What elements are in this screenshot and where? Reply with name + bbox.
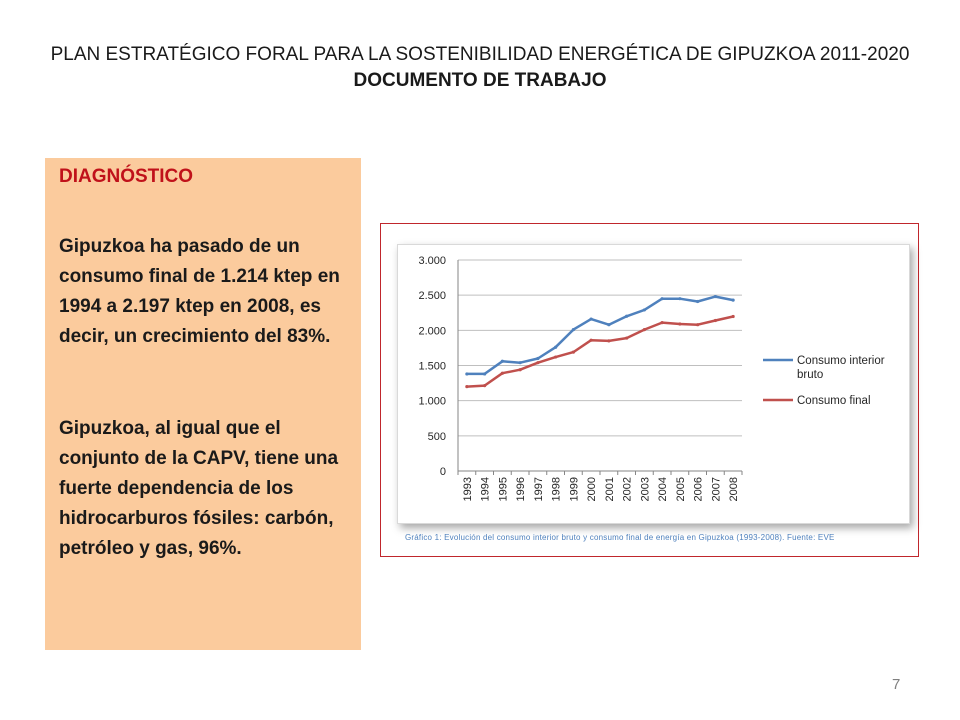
data-point — [696, 323, 699, 326]
legend-label: Consumo final — [797, 395, 871, 407]
x-tick-label: 1993 — [461, 477, 474, 502]
series-line-consumo-interior-bruto — [467, 297, 733, 374]
data-point — [643, 308, 646, 311]
x-tick-label: 2006 — [692, 477, 705, 502]
header — [0, 42, 960, 94]
data-point — [661, 297, 664, 300]
y-tick-label: 2.500 — [418, 290, 446, 303]
y-tick-label: 2.000 — [418, 325, 446, 338]
data-point — [590, 339, 593, 342]
x-tick-label: 1997 — [532, 477, 545, 502]
data-point — [501, 372, 504, 375]
document-subtitle: DOCUMENTO DE TRABAJO — [353, 70, 607, 91]
data-point — [678, 322, 681, 325]
data-point — [607, 339, 610, 342]
data-point — [661, 321, 664, 324]
x-tick-label: 1998 — [550, 477, 563, 502]
x-tick-label: 2005 — [674, 477, 687, 502]
chart-caption: Gráfico 1: Evolución del consumo interior bruto y consumo final de energía en Gipuzkoa (1993-2008). Fuente: EVE — [405, 533, 835, 542]
data-point — [465, 372, 468, 375]
x-tick-label: 1994 — [479, 477, 492, 502]
data-point — [625, 315, 628, 318]
page-number: 7 — [892, 676, 901, 693]
data-point — [501, 360, 504, 363]
data-point — [536, 357, 539, 360]
document-title: PLAN ESTRATÉGICO FORAL PARA LA SOSTENIBILIDAD ENERGÉTICA DE GIPUZKOA 2011-2020 — [50, 44, 910, 65]
x-tick-label: 2002 — [621, 477, 634, 502]
data-point — [483, 384, 486, 387]
data-point — [554, 346, 557, 349]
panel-paragraph-consumption: Gipuzkoa ha pasado de un consumo final de 1.214 ktep en 1994 a 2.197 ktep en 2008, es decir, un crecimiento del 83%. — [59, 236, 340, 347]
x-tick-label: 2001 — [603, 477, 616, 502]
legend-label: bruto — [797, 369, 824, 381]
chart-container — [397, 244, 910, 524]
energy-consumption-line-chart — [398, 245, 909, 523]
data-point — [607, 323, 610, 326]
data-point — [483, 372, 486, 375]
data-point — [572, 328, 575, 331]
y-tick-label: 3.000 — [418, 255, 446, 267]
series-line-consumo-final — [467, 317, 733, 387]
data-point — [643, 328, 646, 331]
data-point — [590, 317, 593, 320]
diagnosis-panel — [45, 158, 361, 650]
panel-paragraph-dependency: Gipuzkoa, al igual que el conjunto de la CAPV, tiene una fuerte dependencia de los hidrocarburos fósiles: carbón, petróleo y gas, 96%. — [59, 418, 339, 559]
data-point — [732, 298, 735, 301]
figure-frame — [380, 223, 919, 557]
x-tick-label: 1999 — [568, 477, 581, 502]
data-point — [536, 361, 539, 364]
x-tick-label: 2003 — [639, 477, 652, 502]
x-tick-label: 2007 — [710, 477, 723, 502]
x-tick-label: 2000 — [586, 477, 599, 502]
data-point — [465, 385, 468, 388]
data-point — [572, 351, 575, 354]
data-point — [519, 368, 522, 371]
y-tick-label: 500 — [427, 430, 446, 443]
data-point — [732, 315, 735, 318]
data-point — [625, 336, 628, 339]
y-tick-label: 1.500 — [418, 360, 446, 373]
data-point — [678, 297, 681, 300]
data-point — [714, 295, 717, 298]
y-tick-label: 0 — [439, 466, 446, 478]
x-tick-label: 1996 — [515, 477, 528, 502]
x-tick-label: 2008 — [728, 477, 741, 502]
data-point — [554, 355, 557, 358]
y-tick-label: 1.000 — [418, 395, 446, 408]
data-point — [714, 319, 717, 322]
data-point — [696, 300, 699, 303]
panel-heading: DIAGNÓSTICO — [59, 166, 194, 187]
legend-label: Consumo interior — [797, 355, 885, 367]
x-tick-label: 1995 — [497, 477, 510, 502]
x-tick-label: 2004 — [657, 477, 670, 502]
data-point — [519, 361, 522, 364]
